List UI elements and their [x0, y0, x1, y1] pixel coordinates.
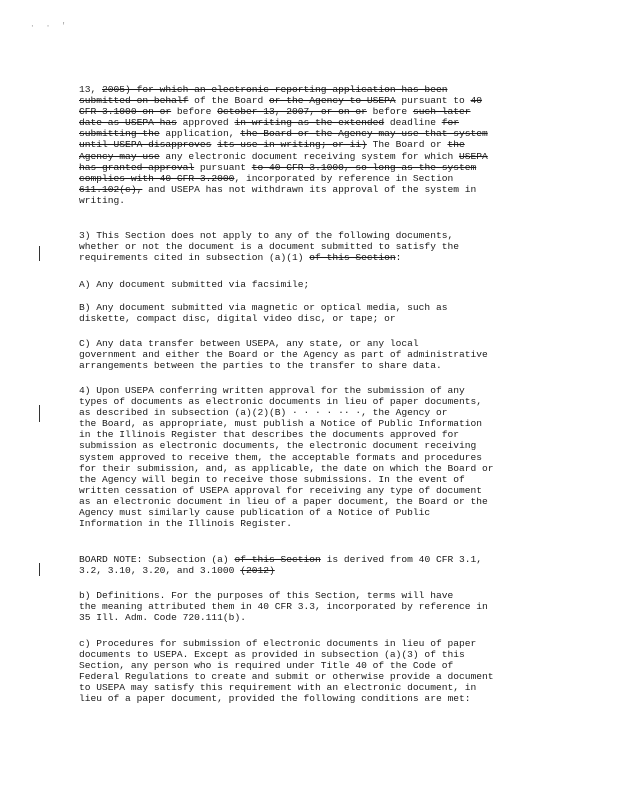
text-segment: whether or not the document is a document submitted to satisfy the	[79, 241, 459, 253]
text-line	[79, 230, 539, 241]
text-line	[79, 117, 539, 128]
struck-text: (2012)	[240, 565, 275, 577]
text-segment: Section, any person who is required under Title 40 of the Code of	[79, 660, 454, 672]
text-line	[79, 601, 539, 612]
text-segment: , incorporated by reference in Section	[234, 172, 454, 184]
text-line	[79, 338, 539, 349]
struck-text: date as USEPA has	[79, 117, 177, 129]
text-segment: as an electronic document in lieu of a paper document, the Board or the	[79, 495, 488, 507]
struck-text: until USEPA disapproves	[79, 139, 212, 151]
revision-bar	[39, 246, 40, 261]
text-line	[79, 279, 539, 290]
text-line	[79, 195, 539, 206]
text-line	[79, 671, 539, 682]
text-line	[79, 173, 539, 184]
text-segment: system approved to receive them, the acceptable formats and procedures	[79, 451, 483, 463]
text-segment: A) Any document submitted via facsimile;	[79, 279, 310, 290]
text-segment: deadline	[384, 117, 442, 129]
text-segment: 35 Ill. Adm. Code 720.111(b).	[79, 612, 246, 624]
text-segment: application,	[159, 128, 241, 140]
paragraph-p9	[79, 638, 539, 705]
text-segment: government and either the Board or the Agency as part of administrative	[79, 349, 488, 361]
text-line	[79, 429, 539, 440]
struck-text: USEPA	[458, 150, 488, 162]
text-segment: of the Board	[188, 95, 269, 107]
text-segment: 3.2, 3.10, 3.20, and 3.1000	[79, 565, 241, 577]
text-segment: as described in subsection (a)(2)(B) · · · · ·· ·, the Agency or	[79, 407, 448, 419]
paragraph-p3	[79, 279, 539, 290]
text-segment: any electronic document receiving system for which	[159, 150, 459, 162]
text-segment: 4) Upon USEPA conferring written approval for the submission of any	[79, 385, 465, 396]
text-segment: 13,	[79, 84, 103, 95]
text-segment: arrangements between the parties to the transfer to share data.	[79, 360, 442, 372]
text-line	[79, 84, 539, 95]
text-line	[79, 682, 539, 693]
text-segment: for their submission, and, as applicable, the date on which the Board or	[79, 462, 494, 474]
struck-text: of this Section	[309, 252, 396, 264]
struck-text: the Board or the Agency may use that system	[240, 128, 488, 140]
text-line	[79, 139, 539, 150]
text-line	[79, 313, 539, 324]
text-segment: before	[171, 106, 218, 118]
revision-bar	[39, 405, 40, 422]
text-line	[79, 565, 539, 576]
text-segment: in the Illinois Register that describes the documents approved for	[79, 429, 459, 441]
paragraph-p8	[79, 590, 539, 623]
paragraph-p4	[79, 302, 539, 324]
text-line	[79, 463, 539, 474]
struck-text: or the Agency to USEPA	[269, 95, 396, 107]
text-line	[79, 184, 539, 195]
text-line	[79, 660, 539, 671]
text-segment: lieu of a paper document, provided the following conditions are met:	[79, 693, 471, 705]
text-segment: Agency must similarly cause publication of a Notice of Public	[79, 507, 431, 519]
struck-text: CFR 3.1000 on or	[79, 106, 172, 118]
struck-text: such later	[412, 106, 471, 118]
struck-text: submitted on behalf	[79, 95, 189, 107]
text-line	[79, 302, 539, 313]
text-segment: pursuant	[194, 161, 252, 173]
text-line	[79, 590, 539, 601]
paragraph-p2	[79, 230, 539, 263]
text-line	[79, 385, 539, 396]
text-line	[79, 612, 539, 623]
text-line	[79, 106, 539, 117]
struck-text: complies with 40 CFR 3.2000	[79, 172, 235, 184]
struck-text: its use in writing; or ii)	[217, 139, 367, 151]
text-line	[79, 693, 539, 704]
text-line	[79, 252, 539, 263]
paragraph-p6	[79, 385, 539, 529]
text-line	[79, 507, 539, 518]
struck-text: submitting the	[79, 128, 160, 140]
text-line	[79, 162, 539, 173]
text-line	[79, 349, 539, 360]
text-line	[79, 440, 539, 451]
text-segment: Information in the Illinois Register.	[79, 518, 293, 530]
text-segment: B) Any document submitted via magnetic or optical media, such as	[79, 302, 448, 313]
paragraph-p5	[79, 338, 539, 371]
text-segment: diskette, compact disc, digital video disc, or tape; or	[79, 313, 396, 325]
struck-text: has granted approval	[79, 161, 195, 173]
text-line	[79, 649, 539, 660]
text-line	[79, 95, 539, 106]
text-segment: to USEPA may satisfy this requirement with an electronic document, in	[79, 682, 477, 694]
text-segment: the meaning attributed them in 40 CFR 3.3, incorporated by reference in	[79, 601, 488, 613]
text-line	[79, 418, 539, 429]
scan-specks: · · '	[30, 22, 70, 31]
text-line	[79, 485, 539, 496]
text-segment: BOARD NOTE: Subsection (a)	[79, 554, 235, 565]
text-segment: The Board or	[366, 139, 448, 151]
text-line	[79, 360, 539, 371]
text-line	[79, 638, 539, 649]
struck-text: for	[441, 117, 459, 129]
struck-text: Agency may use	[79, 150, 160, 162]
struck-text: of this Section	[234, 554, 321, 565]
paragraph-p1	[79, 84, 539, 206]
text-segment: c) Procedures for submission of electronic documents in lieu of paper	[79, 638, 477, 649]
revision-bar	[39, 563, 40, 576]
text-line	[79, 128, 539, 139]
struck-text: 2005) for which an electronic reporting application has been	[102, 84, 448, 95]
text-segment: is derived from 40 CFR 3.1,	[320, 554, 483, 565]
text-line	[79, 554, 539, 565]
text-line	[79, 151, 539, 162]
struck-text: October 13, 2007, or on or	[217, 106, 367, 118]
struck-text: 611.102(c),	[79, 183, 143, 195]
text-line	[79, 407, 539, 418]
text-segment: writing.	[79, 194, 126, 206]
text-segment: written cessation of USEPA approval for receiving any type of document	[79, 484, 483, 496]
text-segment: and USEPA has not withdrawn its approval of the system in	[142, 183, 477, 195]
text-segment: before	[366, 106, 413, 118]
text-segment: submission as electronic documents, the electronic document receiving	[79, 440, 477, 452]
text-line	[79, 452, 539, 463]
text-segment: b) Definitions. For the purposes of this Section, terms will have	[79, 590, 454, 601]
struck-text: 40	[470, 95, 483, 107]
text-segment: :	[395, 252, 402, 264]
text-segment: C) Any data transfer between USEPA, any state, or any local	[79, 338, 419, 349]
text-segment: requirements cited in subsection (a)(1)	[79, 252, 310, 264]
text-segment: Federal Regulations to create and submit or otherwise provide a document	[79, 671, 494, 683]
struck-text: the	[447, 139, 465, 151]
text-segment: types of documents as electronic documents in lieu of paper documents,	[79, 396, 483, 408]
text-segment: pursuant to	[395, 95, 471, 107]
text-line	[79, 241, 539, 252]
struck-text: in writing as the extended	[234, 117, 385, 129]
text-segment: approved	[176, 117, 235, 129]
text-line	[79, 474, 539, 485]
struck-text: to 40 CFR 3.1000, so long as the system	[251, 161, 477, 173]
text-line	[79, 396, 539, 407]
text-line	[79, 496, 539, 507]
text-segment: documents to USEPA. Except as provided in subsection (a)(3) of this	[79, 649, 465, 661]
text-segment: 3) This Section does not apply to any of the following documents,	[79, 230, 454, 241]
text-segment: the Board, as appropriate, must publish a Notice of Public Information	[79, 418, 483, 430]
paragraph-p7	[79, 554, 539, 576]
text-segment: the Agency will begin to receive those submissions. In the event of	[79, 473, 465, 485]
text-line	[79, 518, 539, 529]
